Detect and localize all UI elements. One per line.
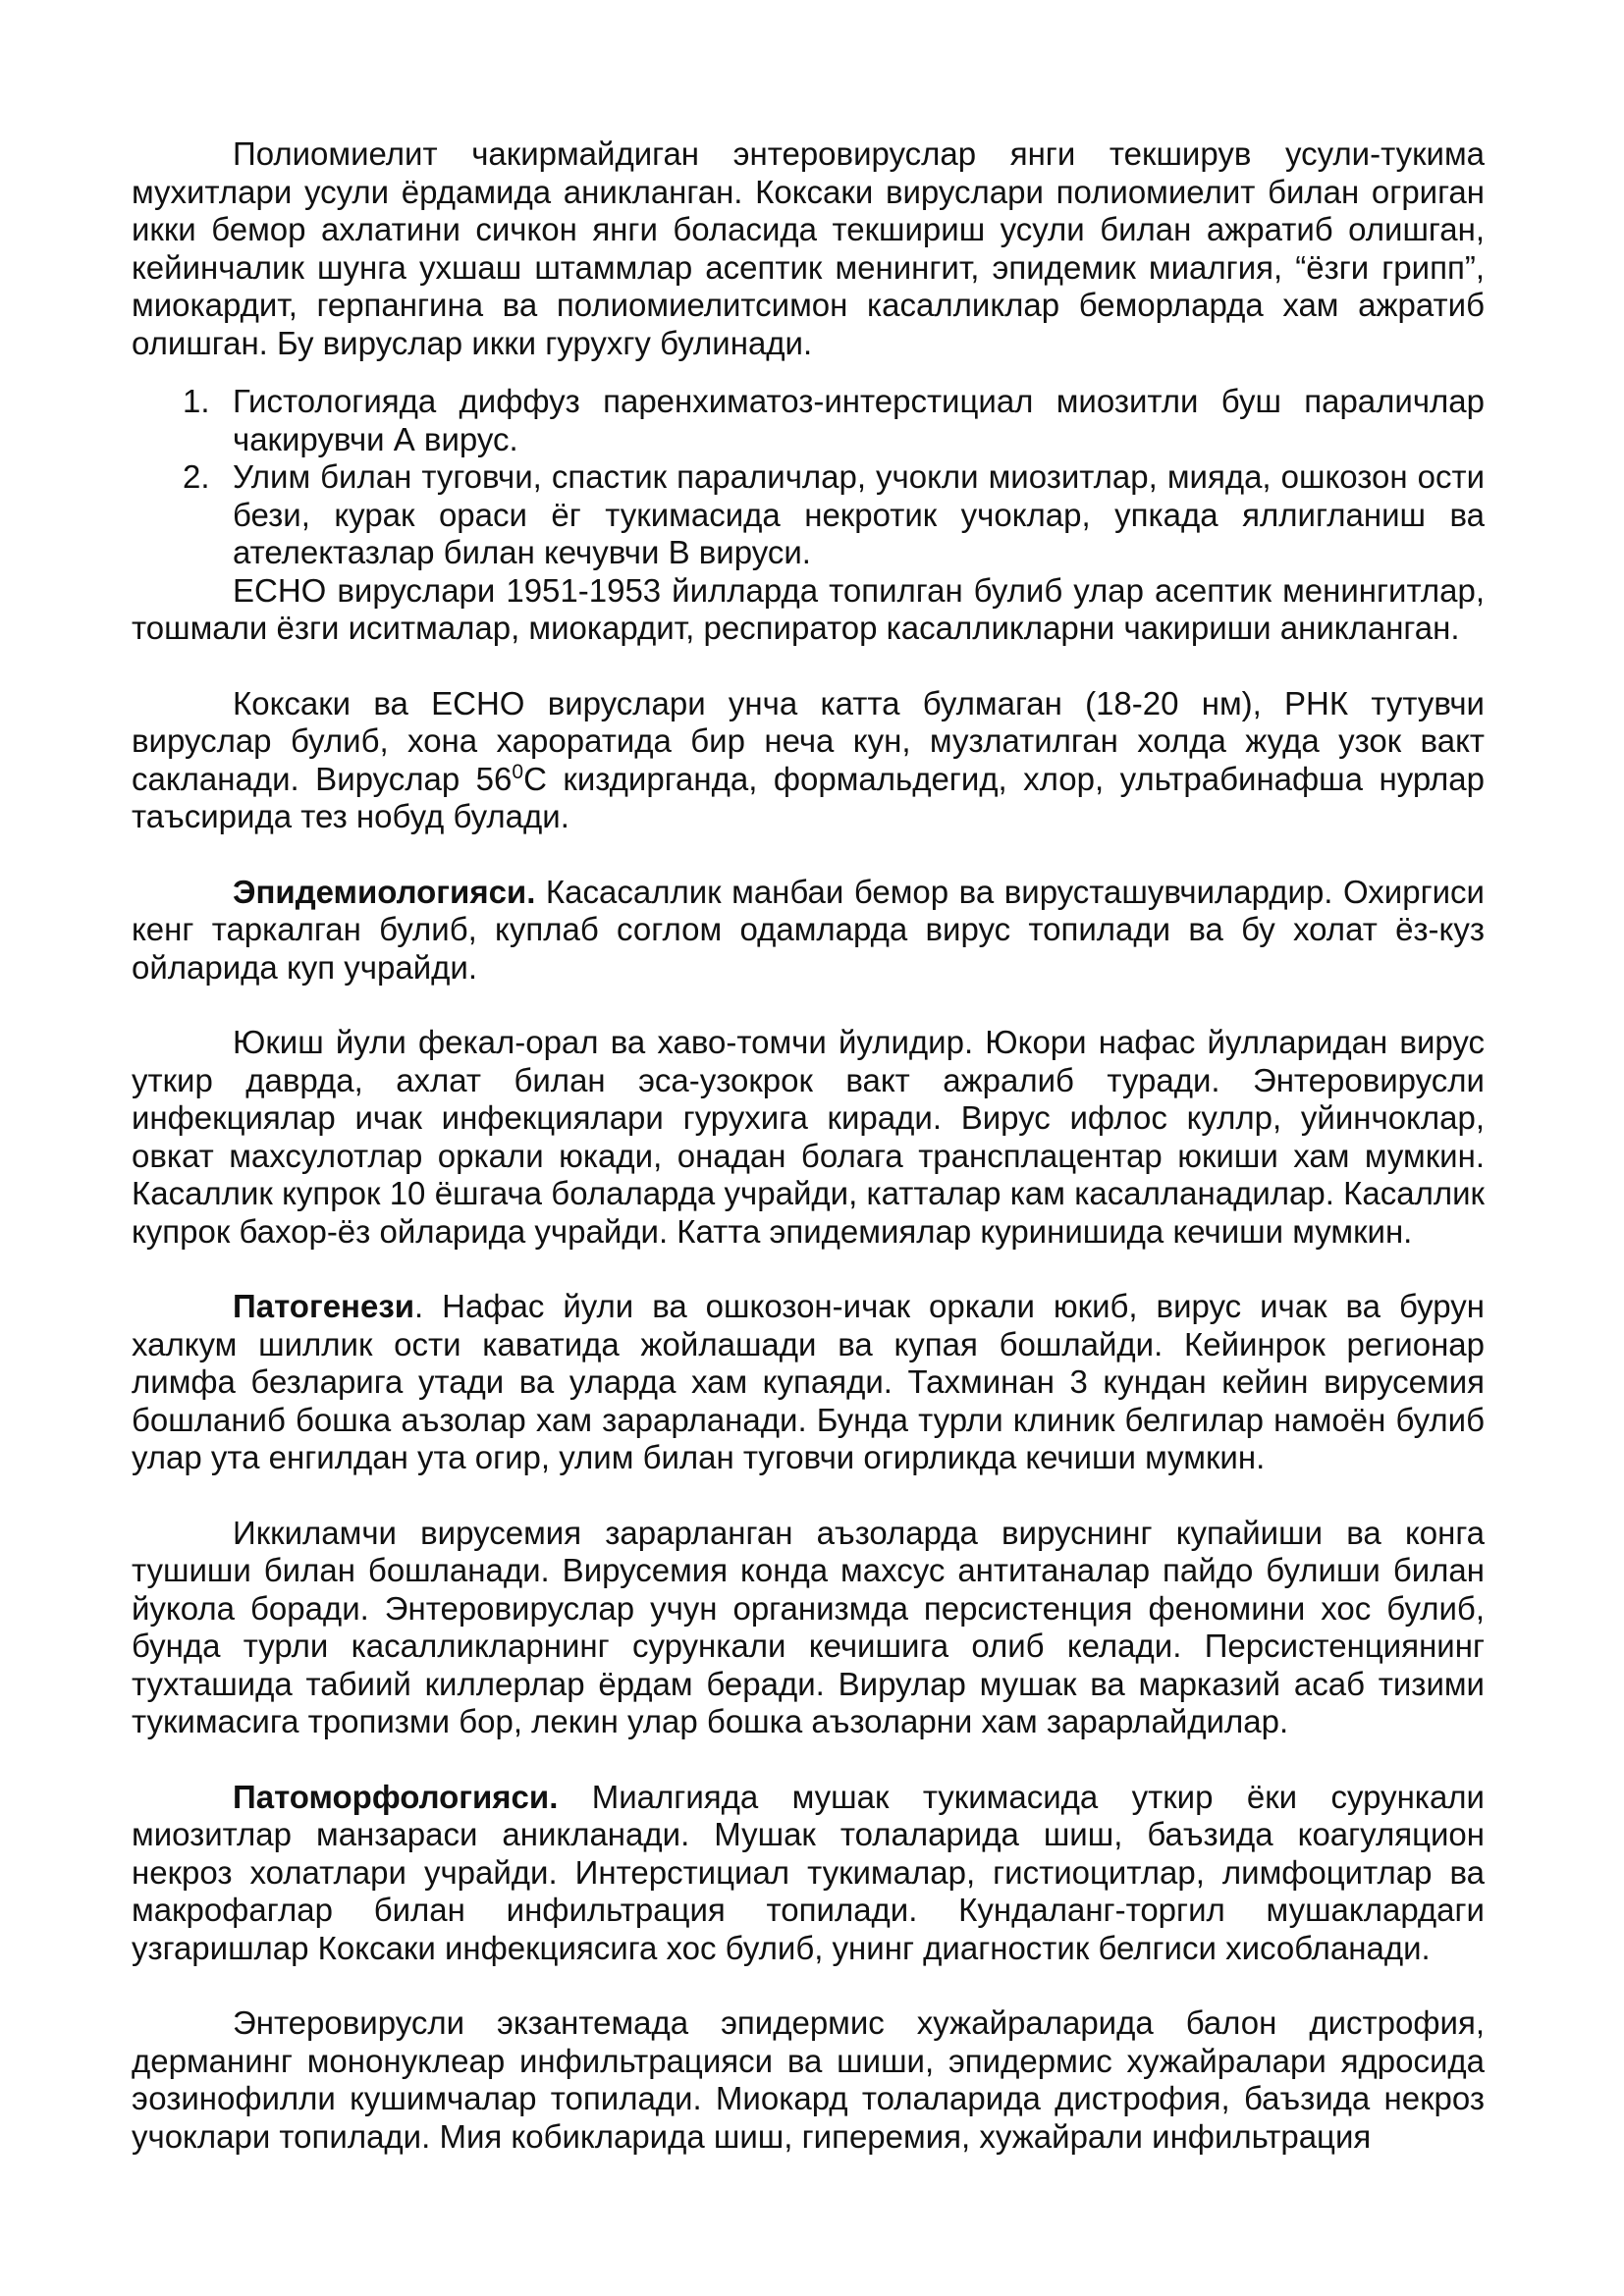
list-item-number: 2. bbox=[183, 458, 210, 495]
viremia-text: Иккиламчи вирусемия зарарланган аъзоларда вируснинг купайиши ва конга тушиши билан бошланади. Вирусемия конда махсус антитаналар пайдо булиши билан йукола боради. Энтеровируслар учун организмда персистенция феномини хос булиб, бунда турли касалликларнинг сурункали кечишига олиб келади. Персистенциянинг тухташида табиий киллерлар ёрдам беради. Вирулар мушак ва марказий асаб тизими тукимасига тропизми бор, лекин улар бошка аъзоларни хам зарарлайдилар. bbox=[132, 1514, 1485, 1739]
epidemiology-paragraph bbox=[132, 874, 1485, 988]
viremia-paragraph bbox=[132, 1515, 1485, 1741]
epidemiology-text: Касасаллик манбаи бемор ва вирусташувчилардир. Охиргиси кенг таркалган булиб, куплаб соглом одамларда вирус топилади ва бу холат ёз-куз ойларида куп учрайди. bbox=[132, 873, 1485, 986]
pathogenesis-paragraph bbox=[132, 1288, 1485, 1477]
intro-text: Полиомиелит чакирмайдиган энтеровируслар янги текширув усули-тукима мухитлари усули ёрдамида аникланган. Коксаки вируслари полиомиелит билан огриган икки бемор ахлатини сичкон янги боласида текшириш усули билан ажратиб олишган, кейинчалик шунга ухшаш штаммлар асептик менингит, эпидемик миалгия, “ёзги грипп”, миокардит, герпангина ва полиомиелитсимон касалликлар беморларда хам ажратиб олишган. Бу вируслар икки гурухгу булинади. bbox=[132, 135, 1485, 361]
list-item-text: Улим билан туговчи, спастик параличлар, учокли миозитлар, мияда, ошкозон ости бези, курак ораси ёг тукимасида некротик учоклар, упкада яллигланиш ва ателектазлар билан кечувчи В вируси. bbox=[233, 458, 1485, 570]
properties-text-before: Коксаки ва ЕСНО вируслари унча катта булмаган (18-20 нм), РНК тутувчи вируслар булиб, хона хароратида бир неча кун, музлатилган холда жуда узок вакт сакланади. Вируслар 56 bbox=[132, 684, 1485, 797]
pathogenesis-heading: Патогенези bbox=[233, 1288, 415, 1324]
echo-paragraph bbox=[132, 572, 1485, 648]
pathomorphology-heading: Патоморфологияси. bbox=[233, 1778, 559, 1815]
properties-paragraph bbox=[132, 685, 1485, 836]
pathogenesis-text: . Нафас йули ва ошкозон-ичак оркали юкиб, вирус ичак ва бурун халкум шиллик ости каватида жойлашади ва купая бошлайди. Кейинрок регионар лимфа безларига утади ва уларда хам купаяди. Тахминан 3 кундан кейин вирусемия бошланиб бошка аъзолар хам зарарланади. Бунда турли клиник белгилар намоён булиб улар ута енгилдан ута огир, улим билан туговчи огирликда кечиши мумкин. bbox=[132, 1288, 1485, 1475]
exanthema-text: Энтеровирусли экзантемада эпидермис хужайраларида балон дистрофия, дерманинг мононуклеар инфильтрацияси ва шиши, эпидермис хужайралари ядросида эозинофилли кушимчалар топилади. Миокард толаларида дистрофия, баъзида некроз учоклари топилади. Мия кобикларида шиш, гиперемия, хужайрали инфильтрация bbox=[132, 2004, 1485, 2155]
pathomorphology-paragraph bbox=[132, 1779, 1485, 1968]
superscript-degree: 0 bbox=[512, 760, 524, 783]
epidemiology-heading: Эпидемиологияси. bbox=[233, 873, 536, 910]
intro-paragraph bbox=[132, 135, 1485, 362]
document-page bbox=[132, 135, 1485, 2156]
list-item-number: 1. bbox=[183, 383, 210, 419]
properties-text-after: С киздирганда, формальдегид, хлор, ультрабинафша нурлар таъсирида тез нобуд булади. bbox=[132, 760, 1486, 834]
transmission-paragraph bbox=[132, 1024, 1485, 1251]
list-item bbox=[132, 458, 1485, 572]
virus-group-list bbox=[132, 383, 1485, 572]
list-item bbox=[132, 383, 1485, 458]
echo-text: ЕСНО вируслари 1951-1953 йилларда топилган булиб улар асептик менингитлар, тошмали ёзги иситмалар, миокардит, респиратор касалликларни чакириши аникланган. bbox=[132, 571, 1485, 646]
list-item-text: Гистологияда диффуз паренхиматоз-интерстициал миозитли буш параличлар чакирувчи А вирус. bbox=[233, 383, 1485, 457]
exanthema-paragraph bbox=[132, 2004, 1485, 2156]
transmission-text: Юкиш йули фекал-орал ва хаво-томчи йулидир. Юкори нафас йулларидан вирус уткир даврда, ахлат билан эса-узокрок вакт ажралиб туради. Энтеровирусли инфекциялар ичак инфекциялари гурухига киради. Вирус ифлос куллр, уйинчоклар, овкат махсулотлар оркали юкади, онадан болага трансплацентар юкиши хам мумкин. Касаллик купрок 10 ёшгача болаларда учрайди, катталар кам касалланадилар. Касаллик купрок бахор-ёз ойларида учрайди. Катта эпидемиялар куринишида кечиши мумкин. bbox=[132, 1024, 1485, 1250]
pathomorphology-text: Миалгияда мушак тукимасида уткир ёки сурункали миозитлар манзараси аникланади. Мушак толаларида шиш, баъзида коагуляцион некроз холатлари учрайди. Интерстициал тукималар, гистиоцитлар, лимфоцитлар ва макрофаглар билан инфильтрация топилади. Кундаланг-торгил мушаклардаги узгаришлар Коксаки инфекциясига хос булиб, унинг диагностик белгиси хисобланади. bbox=[132, 1778, 1485, 1966]
